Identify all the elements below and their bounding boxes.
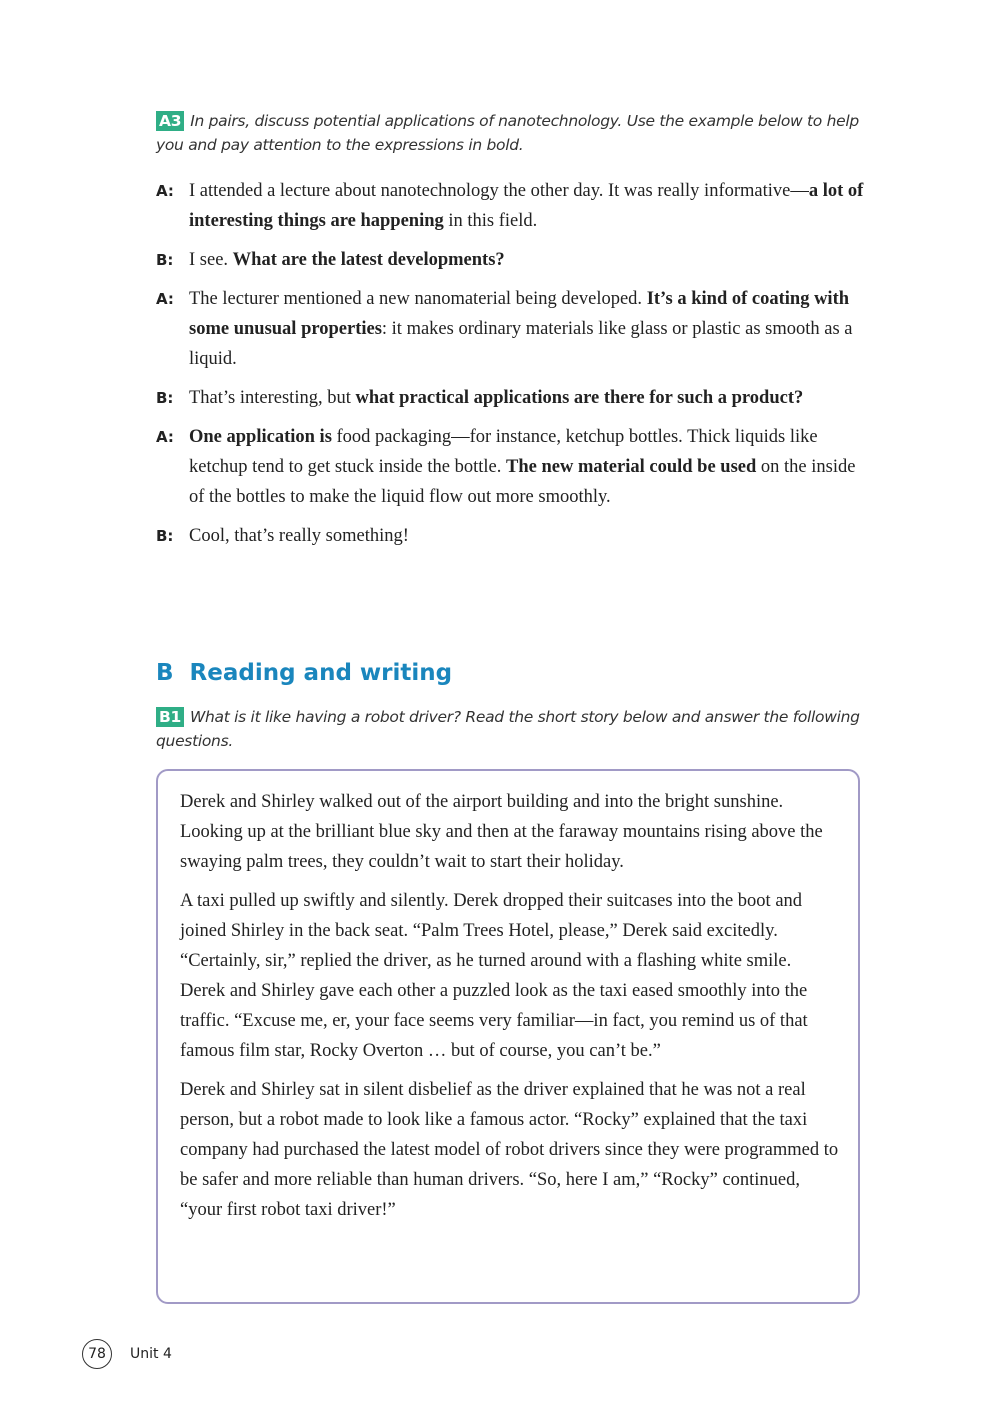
text-segment: I see. bbox=[189, 250, 233, 270]
speaker-label: B: bbox=[156, 527, 174, 545]
dialogue-line bbox=[156, 383, 866, 413]
section-title: Reading and writing bbox=[189, 660, 453, 686]
bold-expression: what practical applications are there for such a product? bbox=[355, 388, 804, 408]
text-segment: The lecturer mentioned a new nanomaterial being developed. bbox=[189, 289, 647, 309]
bold-expression: One application is bbox=[189, 427, 332, 447]
a3-instruction bbox=[156, 110, 866, 157]
speaker-label: A: bbox=[156, 428, 174, 446]
text-segment: food packaging—for instance, ketchup bottles. Thick liquids like ketchup tend to get stuck inside the bottle. bbox=[189, 427, 818, 477]
dialogue-text bbox=[189, 383, 866, 413]
bold-expression: a lot of interesting things are happening bbox=[189, 181, 864, 231]
text-segment: Cool, that’s really something! bbox=[189, 526, 409, 546]
story-paragraph: Derek and Shirley walked out of the airport building and into the bright sunshine. Looking up at the brilliant blue sky and then at the faraway mountains rising above the swaying palm trees, they couldn’t wait to start their holiday. bbox=[180, 792, 823, 872]
story-paragraph: Derek and Shirley sat in silent disbelief as the driver explained that he was not a real person, but a robot made to look like a famous actor. “Rocky” explained that the taxi company had purchased the latest model of robot drivers since they were programmed to be safer and more reliable than human drivers. “So, here I am,” “Rocky” continued, “your first robot taxi driver!” bbox=[180, 1080, 839, 1220]
dialogue-text bbox=[189, 176, 866, 236]
a3-badge: A3 bbox=[156, 111, 184, 131]
dialogue-line bbox=[156, 284, 866, 374]
a3-instruction-text: In pairs, discuss potential applications of nanotechnology. Use the example below to help you and pay attention to the expressions in bold. bbox=[156, 112, 859, 154]
text-segment: I attended a lecture about nanotechnology the other day. It was really informative— bbox=[189, 181, 809, 201]
bold-expression: It’s a kind of coating with some unusual properties bbox=[189, 289, 850, 339]
dialogue-line bbox=[156, 521, 866, 551]
section-letter: B bbox=[156, 660, 174, 686]
story-box bbox=[156, 769, 860, 1304]
page-number: 78 bbox=[82, 1339, 112, 1369]
dialogue-line bbox=[156, 422, 866, 512]
speaker-label: B: bbox=[156, 389, 174, 407]
speaker-label: A: bbox=[156, 182, 174, 200]
dialogue-text bbox=[189, 284, 866, 374]
bold-expression: The new material could be used bbox=[506, 457, 757, 477]
b1-badge: B1 bbox=[156, 707, 184, 727]
dialogue-text bbox=[189, 422, 866, 512]
text-segment: : it makes ordinary materials like glass or plastic as smooth as a liquid. bbox=[189, 319, 853, 369]
bold-expression: What are the latest developments? bbox=[232, 250, 505, 270]
unit-label: Unit 4 bbox=[130, 1346, 172, 1362]
b1-instruction-text: What is it like having a robot driver? Read the short story below and answer the following questions. bbox=[156, 708, 860, 750]
story-paragraph: A taxi pulled up swiftly and silently. Derek dropped their suitcases into the boot and joined Shirley in the back seat. “Palm Trees Hotel, please,” Derek said excitedly. “Certainly, sir,” replied the driver, as he turned around with a flashing white smile. Derek and Shirley gave each other a puzzled look as the taxi eased smoothly into the traffic. “Excuse me, er, your face seems very familiar—in fact, you remind us of that famous film star, Rocky Overton … but of course, you can’t be.” bbox=[180, 891, 808, 1061]
text-segment: That’s interesting, but bbox=[189, 388, 356, 408]
dialogue-line bbox=[156, 245, 866, 275]
section-heading bbox=[156, 660, 452, 686]
dialogue bbox=[156, 176, 866, 560]
dialogue-line bbox=[156, 176, 866, 236]
dialogue-text bbox=[189, 521, 866, 551]
speaker-label: A: bbox=[156, 290, 174, 308]
b1-instruction bbox=[156, 706, 866, 753]
text-segment: in this field. bbox=[443, 211, 538, 231]
speaker-label: B: bbox=[156, 251, 174, 269]
text-segment: on the inside of the bottles to make the liquid flow out more smoothly. bbox=[189, 457, 856, 507]
page-footer bbox=[82, 1339, 172, 1369]
dialogue-text bbox=[189, 245, 866, 275]
